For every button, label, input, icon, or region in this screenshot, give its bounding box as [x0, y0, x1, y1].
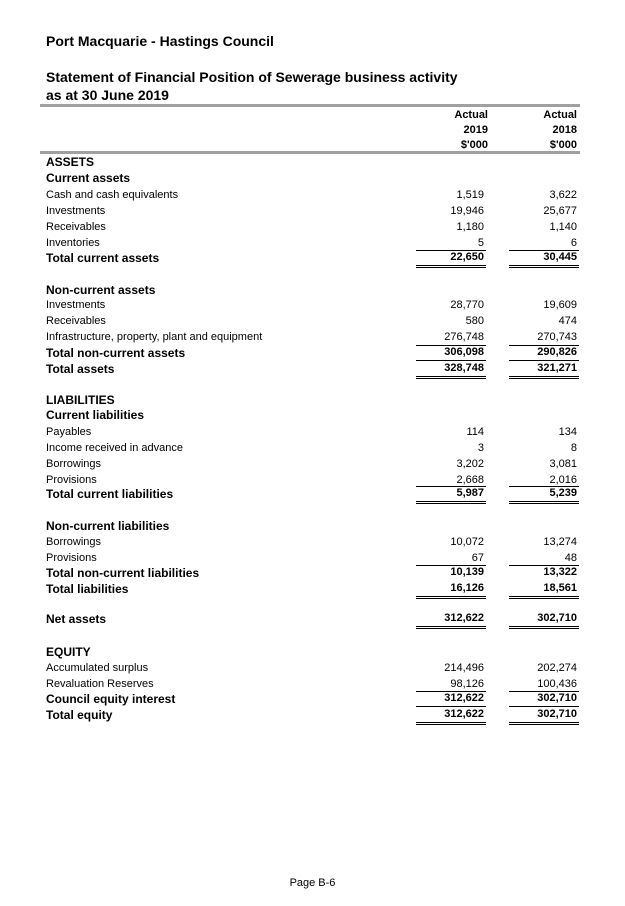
value-2018: 1,140	[549, 221, 577, 233]
value-2018: 302,710	[537, 708, 577, 720]
value-2019: 580	[465, 315, 484, 327]
double-rule-2018	[509, 378, 579, 379]
row-label: Income received in advance	[46, 442, 183, 454]
value-2018: 302,710	[537, 692, 577, 704]
table-row-payables	[0, 426, 625, 442]
row-label: Non-current liabilities	[46, 519, 170, 533]
double-rule-2019	[416, 267, 486, 268]
total-rule-2018	[509, 722, 579, 723]
value-2019: 28,770	[450, 299, 484, 311]
table-row-liabilities	[0, 393, 625, 409]
table-row-investments	[0, 205, 625, 221]
header-bottom-rule	[40, 151, 580, 154]
row-label: Total current assets	[46, 251, 160, 265]
total-rule-2019	[416, 501, 486, 502]
row-label: Accumulated surplus	[46, 662, 149, 674]
subtotal-rule-2019	[416, 345, 486, 346]
col-2019-year: 2019	[463, 124, 488, 136]
total-rule-2019	[416, 596, 486, 597]
row-label: Payables	[46, 426, 92, 438]
total-rule-2019	[416, 626, 486, 627]
row-label: LIABILITIES	[46, 393, 115, 407]
row-label: EQUITY	[46, 645, 91, 659]
table-row-investments	[0, 299, 625, 315]
subtotal-rule-2018	[509, 250, 579, 251]
row-label: Total non-current assets	[46, 346, 186, 360]
value-2019: 67	[471, 552, 484, 564]
row-label: ASSETS	[46, 155, 95, 169]
row-label: Inventories	[46, 237, 100, 249]
value-2019: 16,126	[450, 582, 484, 594]
total-rule-2019	[416, 360, 486, 361]
value-2018: 321,271	[537, 362, 577, 374]
value-2018: 13,322	[543, 566, 577, 578]
value-2018: 290,826	[537, 346, 577, 358]
row-label: Receivables	[46, 315, 106, 327]
total-rule-2018	[509, 265, 579, 266]
total-rule-2018	[509, 596, 579, 597]
value-2018: 19,609	[543, 299, 577, 311]
double-rule-2019	[416, 378, 486, 379]
subtotal-rule-2019	[416, 486, 486, 487]
total-rule-2019	[416, 706, 486, 707]
value-2018: 25,677	[543, 205, 577, 217]
value-2019: 276,748	[444, 331, 484, 343]
value-2019: 5	[477, 237, 484, 249]
value-2019: 2,668	[456, 474, 484, 486]
row-label: Receivables	[46, 221, 106, 233]
table-row-receivables	[0, 221, 625, 237]
row-label: Current assets	[46, 171, 131, 185]
table-row-current-assets	[0, 171, 625, 187]
subtotal-rule-2018	[509, 486, 579, 487]
subtotal-rule-2019	[416, 250, 486, 251]
col-2018-label: Actual	[543, 109, 577, 121]
row-label: Infrastructure, property, plant and equipment	[46, 331, 263, 343]
row-label: Cash and cash equivalents	[46, 189, 179, 201]
double-rule-2018	[509, 628, 579, 629]
value-2019: 5,987	[456, 487, 484, 499]
value-2019: 19,946	[450, 205, 484, 217]
table-row-income-received-in-advance	[0, 442, 625, 458]
value-2018: 48	[564, 552, 577, 564]
value-2019: 3,202	[456, 458, 484, 470]
value-2018: 6	[570, 237, 577, 249]
row-label: Borrowings	[46, 458, 102, 470]
value-2018: 18,561	[543, 582, 577, 594]
value-2019: 312,622	[444, 708, 484, 720]
value-2018: 474	[558, 315, 577, 327]
value-2019: 114	[466, 426, 484, 438]
value-2018: 3,081	[549, 458, 577, 470]
total-rule-2018	[509, 501, 579, 502]
table-row-equity	[0, 645, 625, 661]
row-label: Revaluation Reserves	[46, 678, 154, 690]
double-rule-2019	[416, 628, 486, 629]
col-2019-unit: $'000	[460, 139, 488, 151]
subtotal-rule-2018	[509, 345, 579, 346]
total-rule-2018	[509, 706, 579, 707]
col-2019-label: Actual	[454, 109, 488, 121]
value-2018: 8	[570, 442, 577, 454]
value-2019: 10,072	[450, 536, 484, 548]
row-label: Total non-current liabilities	[46, 566, 200, 580]
value-2018: 134	[558, 426, 577, 438]
table-row-borrowings	[0, 536, 625, 552]
value-2018: 30,445	[543, 251, 577, 263]
total-rule-2018	[509, 376, 579, 377]
value-2019: 328,748	[444, 362, 484, 374]
total-rule-2018	[509, 360, 579, 361]
double-rule-2018	[509, 503, 579, 504]
value-2018: 202,274	[537, 662, 577, 674]
header-top-rule	[40, 104, 580, 107]
table-row-non-current-liabilities	[0, 519, 625, 535]
row-label: Total equity	[46, 708, 113, 722]
total-rule-2019	[416, 265, 486, 266]
row-label: Total assets	[46, 362, 115, 376]
value-2019: 1,519	[456, 189, 484, 201]
value-2018: 2,016	[549, 474, 577, 486]
value-2019: 3	[477, 442, 484, 454]
table-row-cash-and-cash-equivalents	[0, 189, 625, 205]
table-row-receivables	[0, 315, 625, 331]
row-label: Net assets	[46, 612, 107, 626]
table-row-accumulated-surplus	[0, 662, 625, 678]
total-rule-2019	[416, 722, 486, 723]
value-2019: 306,098	[444, 346, 484, 358]
double-rule-2018	[509, 267, 579, 268]
table-row-assets	[0, 155, 625, 171]
row-label: Investments	[46, 299, 106, 311]
value-2019: 1,180	[456, 221, 484, 233]
page-number: Page B-6	[289, 877, 336, 889]
row-label: Current liabilities	[46, 408, 145, 422]
value-2019: 98,126	[450, 678, 484, 690]
row-label: Council equity interest	[46, 692, 176, 706]
value-2019: 22,650	[450, 251, 484, 263]
value-2019: 214,496	[444, 662, 484, 674]
double-rule-2019	[416, 598, 486, 599]
table-row-total-non-current-liabilities	[0, 566, 625, 582]
statement-title: Statement of Financial Position of Sewerage business activity	[46, 69, 458, 85]
value-2018: 3,622	[549, 189, 577, 201]
row-label: Borrowings	[46, 536, 102, 548]
double-rule-2018	[509, 724, 579, 725]
statement-date: as at 30 June 2019	[46, 87, 169, 103]
value-2018: 100,436	[537, 678, 577, 690]
row-label: Provisions	[46, 474, 97, 486]
total-rule-2018	[509, 626, 579, 627]
row-label: Investments	[46, 205, 106, 217]
subtotal-rule-2019	[416, 565, 486, 566]
value-2019: 312,622	[444, 612, 484, 624]
value-2018: 270,743	[537, 331, 577, 343]
value-2018: 302,710	[537, 612, 577, 624]
row-label: Non-current assets	[46, 283, 156, 297]
row-label: Total current liabilities	[46, 487, 174, 501]
value-2018: 5,239	[549, 487, 577, 499]
table-row-borrowings	[0, 458, 625, 474]
row-label: Provisions	[46, 552, 97, 564]
col-2018-year: 2018	[552, 124, 577, 136]
row-label: Total liabilities	[46, 582, 129, 596]
value-2018: 13,274	[543, 536, 577, 548]
value-2019: 312,622	[444, 692, 484, 704]
double-rule-2018	[509, 598, 579, 599]
council-name: Port Macquarie - Hastings Council	[46, 33, 274, 49]
subtotal-rule-2018	[509, 691, 579, 692]
subtotal-rule-2019	[416, 691, 486, 692]
col-2018-unit: $'000	[549, 139, 577, 151]
subtotal-rule-2018	[509, 565, 579, 566]
table-row-non-current-assets	[0, 283, 625, 299]
table-row-current-liabilities	[0, 408, 625, 424]
double-rule-2019	[416, 503, 486, 504]
double-rule-2019	[416, 724, 486, 725]
total-rule-2019	[416, 376, 486, 377]
value-2019: 10,139	[450, 566, 484, 578]
